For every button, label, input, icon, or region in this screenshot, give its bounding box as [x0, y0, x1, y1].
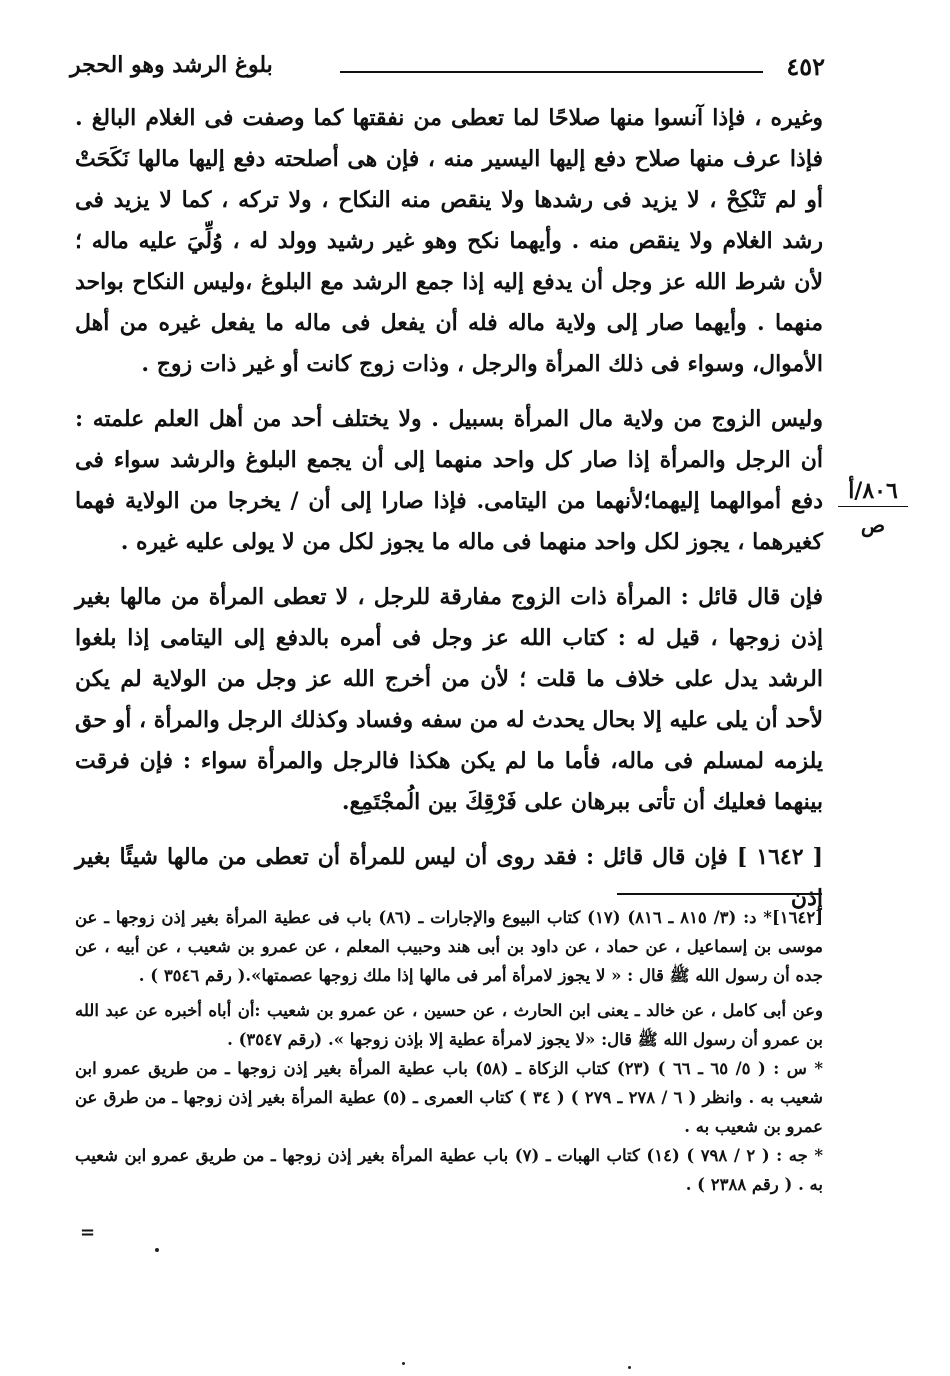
- body-paragraph: وغيره ، فإذا آنسوا منها صلاحًا لما تعطى من نفقتها كما وصفت فى الغلام البالغ . فإذا عرف منها صلاح دفع إليها اليسير منه ، فإن هى أصلحته دفع إليها مالها نَكَحَتْ أو لم تَنْكِحْ ، لا يزيد فى رشدها ولا ينقص منه النكاح ، ولا تركه ، كما لا يزيد فى رشد الغلام ولا ينقص منه . وأيهما نكح وهو غير رشيد وولد له ، وُلِّيَ عليه ماله ؛ لأن شرط الله عز وجل أن يدفع إليه إذا جمع الرشد مع البلوغ ،وليس النكاح بواحد منهما . وأيهما صار إلى ولاية ماله فله أن يفعل فى ماله ما يفعل غيره من أهل الأموال، وسواء فى ذلك المرأة والرجل ، وذات زوج كانت أو غير ذات زوج .: [75, 105, 823, 377]
- page-header: [70, 52, 825, 92]
- footnote: وعن أبى كامل ، عن خالد ـ يعنى ابن الحارث ، عن حسين ، عن عمرو بن شعيب :أن أباه أخبره عن عبد الله بن عمرو أن رسول الله ﷺ قال: «لا يجوز لامرأة عطية إلا بإذن زوجها ». (رقم ٣٥٤٧) .: [75, 1001, 823, 1049]
- footnote-separator: [617, 893, 822, 895]
- footnote: [١٦٤٢]* د: (٣/ ٨١٥ ـ ٨١٦) (١٧) كتاب البيوع والإجارات ـ (٨٦) باب فى عطية المرأة بغير إذن زوجها ـ عن موسى بن إسماعيل ، عن حماد ، عن داود بن أبى هند وحبيب المعلم ، عن عمرو بن شعيب ، عن أبيه ، عن جده أن رسول الله ﷺ قال : « لا يجوز لامرأة أمر فى مالها إذا ملك زوجها عصمتها».( رقم ٣٥٤٦ ) .: [75, 908, 824, 985]
- folio-side: ص: [860, 513, 886, 537]
- scan-speck: [628, 1366, 631, 1369]
- scan-speck: [402, 1362, 405, 1365]
- page-number: ٤٥٢: [786, 52, 825, 81]
- scan-speck: [155, 1248, 159, 1252]
- footnotes: [75, 903, 823, 1199]
- running-title: بلوغ الرشد وهو الحجر: [70, 52, 273, 78]
- folio-number: ٨٠٦/أ: [838, 478, 908, 507]
- main-text: [75, 98, 823, 919]
- paragraph-text: فإن قال قائل : فقد روى أن ليس للمرأة أن تعطى من مالها شيئًا بغير إذن: [75, 844, 823, 911]
- athar-number: [ ١٦٤٢ ]: [736, 844, 823, 870]
- manuscript-folio-note: [838, 478, 908, 537]
- footnote: * جه : ( ٢ / ٧٩٨ ) (١٤) كتاب الهبات ـ (٧) باب عطية المرأة بغير إذن زوجها ـ من طريق عمرو ابن شعيب به . ( رقم ٢٣٨٨ ) .: [75, 1146, 824, 1194]
- header-rule: [340, 71, 763, 73]
- continuation-mark: =: [80, 1222, 96, 1243]
- body-paragraph: فإن قال قائل : المرأة ذات الزوج مفارقة للرجل ، لا تعطى المرأة من مالها بغير إذن زوجها ، قيل له : كتاب الله عز وجل فى أمره بالدفع إلى اليتامى إذا بلغوا الرشد يدل على خلاف ما قلت ؛ لأن من أخرج الله عز وجل من الولاية لم يكن لأحد أن يلى عليه إلا بحال يحدث له من سفه وفساد وكذلك الرجل والمرأة ، أو حق يلزمه لمسلم فى ماله، فأما ما لم يكن هكذا فالرجل والمرأة سواء : فإن فرقت بينهما فعليك أن تأتى ببرهان على فَرْقِكَ بين الُمجْتَمِع.: [75, 584, 823, 815]
- body-paragraph: وليس الزوج من ولاية مال المرأة بسبيل . ولا يختلف أحد من أهل العلم علمته : أن الرجل والمرأة إذا صار كل واحد منهما إلى أن يجمع البلوغ والرشد سواء فى دفع أموالهما إليهما؛لأنهما من اليتامى. فإذا صارا إلى أن / يخرجا من الولاية فهما كغيرهما ، يجوز لكل واحد منهما فى ماله ما يجوز لكل من لا يولى عليه غيره .: [75, 406, 823, 555]
- footnote: * س : ( ٥/ ٦٥ ـ ٦٦ ) (٢٣) كتاب الزكاة ـ (٥٨) باب عطية المرأة بغير إذن زوجها ـ من طريق عمرو ابن شعيب به . وانظر ( ٦ / ٢٧٨ ـ ٢٧٩ ) ( ٣٤ ) كتاب العمرى ـ (٥) عطية المرأة بغير إذن زوجها ـ من طرق عن عمرو بن شعيب به .: [75, 1059, 824, 1136]
